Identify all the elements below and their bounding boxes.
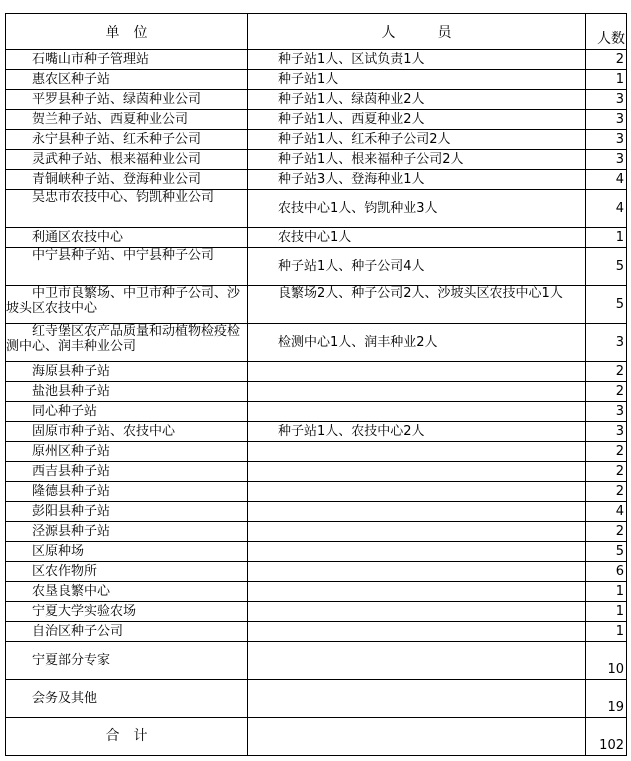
staff-cell	[248, 642, 586, 680]
count-cell: 5	[586, 286, 627, 324]
count-cell: 2	[586, 382, 627, 402]
count-cell: 19	[586, 680, 627, 718]
staff-cell: 种子站1人、区试负责1人	[248, 50, 586, 70]
staff-cell: 种子站1人、红禾种子公司2人	[248, 130, 586, 150]
table-row	[6, 522, 627, 542]
staff-cell	[248, 502, 586, 522]
table-row	[6, 562, 627, 582]
unit-cell: 石嘴山市种子管理站	[6, 50, 248, 70]
count-cell: 4	[586, 170, 627, 190]
staff-cell	[248, 522, 586, 542]
count-cell: 3	[586, 402, 627, 422]
unit-cell: 红寺堡区农产品质量和动植物检疫检测中心、润丰种业公司	[6, 324, 248, 362]
staff-cell: 种子站3人、登海种业1人	[248, 170, 586, 190]
unit-cell: 灵武种子站、根来福种业公司	[6, 150, 248, 170]
unit-cell: 盐池县种子站	[6, 382, 248, 402]
table-row	[6, 582, 627, 602]
staff-cell	[248, 362, 586, 382]
table-row	[6, 382, 627, 402]
count-cell: 4	[586, 190, 627, 228]
table-row	[6, 642, 627, 680]
count-cell: 3	[586, 324, 627, 362]
unit-cell: 泾源县种子站	[6, 522, 248, 542]
count-cell: 2	[586, 462, 627, 482]
count-cell: 6	[586, 562, 627, 582]
staff-cell: 种子站1人、种子公司4人	[248, 248, 586, 286]
table-row	[6, 482, 627, 502]
count-cell: 3	[586, 110, 627, 130]
table-row	[6, 542, 627, 562]
unit-cell: 农垦良繁中心	[6, 582, 248, 602]
table-row	[6, 622, 627, 642]
total-label: 合 计	[6, 718, 248, 756]
count-cell: 3	[586, 90, 627, 110]
table-row	[6, 110, 627, 130]
table-row	[6, 402, 627, 422]
unit-cell: 隆德县种子站	[6, 482, 248, 502]
count-cell: 1	[586, 602, 627, 622]
unit-cell: 海原县种子站	[6, 362, 248, 382]
staff-cell	[248, 582, 586, 602]
staff-cell: 农技中心1人	[248, 228, 586, 248]
count-cell: 5	[586, 542, 627, 562]
unit-cell: 宁夏部分专家	[6, 642, 248, 680]
count-cell: 1	[586, 228, 627, 248]
staff-cell	[248, 602, 586, 622]
unit-cell: 永宁县种子站、红禾种子公司	[6, 130, 248, 150]
table-row	[6, 324, 627, 362]
staff-cell	[248, 442, 586, 462]
table-row	[6, 50, 627, 70]
unit-cell: 区农作物所	[6, 562, 248, 582]
staff-cell	[248, 482, 586, 502]
unit-cell: 利通区农技中心	[6, 228, 248, 248]
staff-cell	[248, 402, 586, 422]
staff-cell: 检测中心1人、润丰种业2人	[248, 324, 586, 362]
unit-cell: 中卫市良繁场、中卫市种子公司、沙坡头区农技中心	[6, 286, 248, 324]
table-row	[6, 190, 627, 228]
staff-cell: 种子站1人、农技中心2人	[248, 422, 586, 442]
staff-cell: 农技中心1人、钧凯种业3人	[248, 190, 586, 228]
table-row	[6, 680, 627, 718]
table-row	[6, 462, 627, 482]
count-cell: 4	[586, 502, 627, 522]
count-cell: 10	[586, 642, 627, 680]
table-row	[6, 228, 627, 248]
count-cell: 3	[586, 150, 627, 170]
count-cell: 2	[586, 482, 627, 502]
staff-cell: 种子站1人、绿茵种业2人	[248, 90, 586, 110]
table-row	[6, 502, 627, 522]
table-row	[6, 70, 627, 90]
staff-cell	[248, 382, 586, 402]
count-cell: 1	[586, 622, 627, 642]
count-cell: 1	[586, 582, 627, 602]
unit-cell: 平罗县种子站、绿茵种业公司	[6, 90, 248, 110]
table-row	[6, 90, 627, 110]
count-cell: 2	[586, 50, 627, 70]
count-cell: 3	[586, 130, 627, 150]
header-staff: 人 员	[248, 14, 586, 50]
unit-cell: 贺兰种子站、西夏种业公司	[6, 110, 248, 130]
count-cell: 2	[586, 362, 627, 382]
count-cell: 5	[586, 248, 627, 286]
table-row	[6, 130, 627, 150]
table-row	[6, 362, 627, 382]
total-staff-cell	[248, 718, 586, 756]
staff-cell	[248, 622, 586, 642]
staff-cell	[248, 542, 586, 562]
count-cell: 2	[586, 442, 627, 462]
total-row	[6, 718, 627, 756]
unit-cell: 青铜峡种子站、登海种业公司	[6, 170, 248, 190]
staff-cell	[248, 562, 586, 582]
count-cell: 3	[586, 422, 627, 442]
header-count: 人数	[586, 14, 627, 50]
table-row	[6, 170, 627, 190]
table-row	[6, 248, 627, 286]
unit-cell: 自治区种子公司	[6, 622, 248, 642]
total-count: 102	[586, 718, 627, 756]
staff-cell: 良繁场2人、种子公司2人、沙坡头区农技中心1人	[248, 286, 586, 324]
table-row	[6, 286, 627, 324]
unit-cell: 原州区种子站	[6, 442, 248, 462]
unit-cell: 惠农区种子站	[6, 70, 248, 90]
unit-cell: 固原市种子站、农技中心	[6, 422, 248, 442]
unit-cell: 宁夏大学实验农场	[6, 602, 248, 622]
table-row	[6, 442, 627, 462]
unit-cell: 区原种场	[6, 542, 248, 562]
header-row	[6, 14, 627, 50]
staff-cell	[248, 462, 586, 482]
count-cell: 1	[586, 70, 627, 90]
unit-cell: 同心种子站	[6, 402, 248, 422]
unit-cell: 会务及其他	[6, 680, 248, 718]
table-row	[6, 422, 627, 442]
personnel-table	[5, 13, 627, 756]
staff-cell: 种子站1人、西夏种业2人	[248, 110, 586, 130]
header-unit: 单 位	[6, 14, 248, 50]
count-cell: 2	[586, 522, 627, 542]
staff-cell: 种子站1人、根来福种子公司2人	[248, 150, 586, 170]
unit-cell: 吴忠市农技中心、钧凯种业公司	[6, 190, 248, 228]
unit-cell: 彭阳县种子站	[6, 502, 248, 522]
table-row	[6, 602, 627, 622]
staff-cell: 种子站1人	[248, 70, 586, 90]
staff-cell	[248, 680, 586, 718]
table-row	[6, 150, 627, 170]
unit-cell: 西吉县种子站	[6, 462, 248, 482]
unit-cell: 中宁县种子站、中宁县种子公司	[6, 248, 248, 286]
